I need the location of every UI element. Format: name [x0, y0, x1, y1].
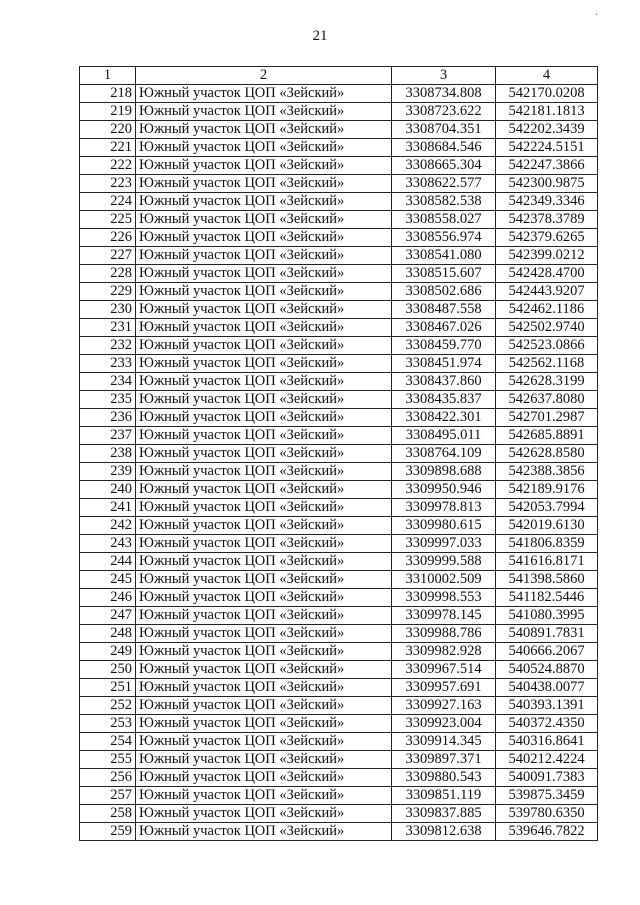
scan-mark: ·	[595, 10, 599, 21]
coordinate-y-cell: 541616.8171	[496, 553, 598, 571]
point-number-cell: 232	[80, 337, 136, 355]
table-row	[80, 211, 598, 229]
coordinate-y-cell: 542685.8891	[496, 427, 598, 445]
coordinate-x-cell: 3309923.004	[392, 715, 496, 733]
area-name-cell: Южный участок ЦОП «Зейский»	[136, 481, 392, 499]
table-row	[80, 337, 598, 355]
table-row	[80, 697, 598, 715]
column-header-name: 2	[136, 67, 392, 85]
coordinate-x-cell: 3308541.080	[392, 247, 496, 265]
area-name-cell: Южный участок ЦОП «Зейский»	[136, 409, 392, 427]
coordinate-y-cell: 542399.0212	[496, 247, 598, 265]
table-row	[80, 229, 598, 247]
coordinate-x-cell: 3309998.553	[392, 589, 496, 607]
coordinates-table	[79, 66, 598, 841]
coordinate-x-cell: 3308502.686	[392, 283, 496, 301]
coordinate-y-cell: 542202.3439	[496, 121, 598, 139]
point-number-cell: 247	[80, 607, 136, 625]
table-row	[80, 193, 598, 211]
coordinate-y-cell: 542562.1168	[496, 355, 598, 373]
point-number-cell: 220	[80, 121, 136, 139]
coordinate-x-cell: 3309978.145	[392, 607, 496, 625]
area-name-cell: Южный участок ЦОП «Зейский»	[136, 715, 392, 733]
area-name-cell: Южный участок ЦОП «Зейский»	[136, 355, 392, 373]
coordinate-x-cell: 3309898.688	[392, 463, 496, 481]
coordinate-x-cell: 3308665.304	[392, 157, 496, 175]
point-number-cell: 236	[80, 409, 136, 427]
coordinate-x-cell: 3308495.011	[392, 427, 496, 445]
coordinate-x-cell: 3309978.813	[392, 499, 496, 517]
table-row	[80, 121, 598, 139]
point-number-cell: 256	[80, 769, 136, 787]
table-row	[80, 805, 598, 823]
area-name-cell: Южный участок ЦОП «Зейский»	[136, 247, 392, 265]
area-name-cell: Южный участок ЦОП «Зейский»	[136, 517, 392, 535]
point-number-cell: 223	[80, 175, 136, 193]
area-name-cell: Южный участок ЦОП «Зейский»	[136, 751, 392, 769]
area-name-cell: Южный участок ЦОП «Зейский»	[136, 427, 392, 445]
point-number-cell: 221	[80, 139, 136, 157]
area-name-cell: Южный участок ЦОП «Зейский»	[136, 229, 392, 247]
coordinate-x-cell: 3308459.770	[392, 337, 496, 355]
point-number-cell: 243	[80, 535, 136, 553]
coordinate-x-cell: 3309967.514	[392, 661, 496, 679]
coordinate-x-cell: 3308764.109	[392, 445, 496, 463]
table-row	[80, 103, 598, 121]
table-row	[80, 409, 598, 427]
coordinate-x-cell: 3309837.885	[392, 805, 496, 823]
coordinate-x-cell: 3308582.538	[392, 193, 496, 211]
coordinate-x-cell: 3309914.345	[392, 733, 496, 751]
area-name-cell: Южный участок ЦОП «Зейский»	[136, 265, 392, 283]
area-name-cell: Южный участок ЦОП «Зейский»	[136, 805, 392, 823]
area-name-cell: Южный участок ЦОП «Зейский»	[136, 625, 392, 643]
area-name-cell: Южный участок ЦОП «Зейский»	[136, 175, 392, 193]
table-row	[80, 265, 598, 283]
coordinate-y-cell: 542379.6265	[496, 229, 598, 247]
table-row	[80, 463, 598, 481]
point-number-cell: 238	[80, 445, 136, 463]
coordinate-y-cell: 539875.3459	[496, 787, 598, 805]
table-row	[80, 175, 598, 193]
area-name-cell: Южный участок ЦОП «Зейский»	[136, 283, 392, 301]
point-number-cell: 258	[80, 805, 136, 823]
coordinate-y-cell: 540438.0077	[496, 679, 598, 697]
coordinate-y-cell: 542388.3856	[496, 463, 598, 481]
area-name-cell: Южный участок ЦОП «Зейский»	[136, 679, 392, 697]
area-name-cell: Южный участок ЦОП «Зейский»	[136, 391, 392, 409]
coordinate-x-cell: 3308515.607	[392, 265, 496, 283]
coordinate-y-cell: 542224.5151	[496, 139, 598, 157]
table-row	[80, 319, 598, 337]
area-name-cell: Южный участок ЦОП «Зейский»	[136, 211, 392, 229]
coordinate-y-cell: 542170.0208	[496, 85, 598, 103]
coordinate-x-cell: 3309988.786	[392, 625, 496, 643]
coordinate-y-cell: 542443.9207	[496, 283, 598, 301]
area-name-cell: Южный участок ЦОП «Зейский»	[136, 571, 392, 589]
coordinate-y-cell: 542628.8580	[496, 445, 598, 463]
coordinate-y-cell: 542349.3346	[496, 193, 598, 211]
area-name-cell: Южный участок ЦОП «Зейский»	[136, 697, 392, 715]
point-number-cell: 248	[80, 625, 136, 643]
table-row	[80, 661, 598, 679]
point-number-cell: 241	[80, 499, 136, 517]
coordinate-x-cell: 3309950.946	[392, 481, 496, 499]
table-row	[80, 373, 598, 391]
coordinate-y-cell: 539780.6350	[496, 805, 598, 823]
coordinate-x-cell: 3309982.928	[392, 643, 496, 661]
point-number-cell: 229	[80, 283, 136, 301]
area-name-cell: Южный участок ЦОП «Зейский»	[136, 787, 392, 805]
area-name-cell: Южный участок ЦОП «Зейский»	[136, 121, 392, 139]
coordinate-x-cell: 3308422.301	[392, 409, 496, 427]
area-name-cell: Южный участок ЦОП «Зейский»	[136, 337, 392, 355]
table-row	[80, 607, 598, 625]
coordinate-x-cell: 3308437.860	[392, 373, 496, 391]
coordinate-y-cell: 542701.2987	[496, 409, 598, 427]
area-name-cell: Южный участок ЦОП «Зейский»	[136, 319, 392, 337]
table-header-row	[80, 67, 598, 85]
coordinate-x-cell: 3308734.808	[392, 85, 496, 103]
point-number-cell: 231	[80, 319, 136, 337]
point-number-cell: 230	[80, 301, 136, 319]
point-number-cell: 251	[80, 679, 136, 697]
coordinate-x-cell: 3308723.622	[392, 103, 496, 121]
column-header-number: 1	[80, 67, 136, 85]
coordinate-x-cell: 3308684.546	[392, 139, 496, 157]
point-number-cell: 240	[80, 481, 136, 499]
point-number-cell: 259	[80, 823, 136, 841]
coordinate-x-cell: 3308451.974	[392, 355, 496, 373]
area-name-cell: Южный участок ЦОП «Зейский»	[136, 445, 392, 463]
coordinate-y-cell: 542428.4700	[496, 265, 598, 283]
table-row	[80, 625, 598, 643]
point-number-cell: 253	[80, 715, 136, 733]
area-name-cell: Южный участок ЦОП «Зейский»	[136, 193, 392, 211]
table-row	[80, 751, 598, 769]
point-number-cell: 228	[80, 265, 136, 283]
page-number: 21	[312, 28, 328, 44]
area-name-cell: Южный участок ЦОП «Зейский»	[136, 139, 392, 157]
area-name-cell: Южный участок ЦОП «Зейский»	[136, 823, 392, 841]
table-row	[80, 247, 598, 265]
coordinate-x-cell: 3309851.119	[392, 787, 496, 805]
table-row	[80, 427, 598, 445]
point-number-cell: 226	[80, 229, 136, 247]
coordinate-x-cell: 3308435.837	[392, 391, 496, 409]
coordinate-y-cell: 541398.5860	[496, 571, 598, 589]
coordinate-x-cell: 3308487.558	[392, 301, 496, 319]
point-number-cell: 245	[80, 571, 136, 589]
point-number-cell: 246	[80, 589, 136, 607]
area-name-cell: Южный участок ЦОП «Зейский»	[136, 589, 392, 607]
point-number-cell: 239	[80, 463, 136, 481]
area-name-cell: Южный участок ЦОП «Зейский»	[136, 103, 392, 121]
area-name-cell: Южный участок ЦОП «Зейский»	[136, 733, 392, 751]
coordinate-x-cell: 3309812.638	[392, 823, 496, 841]
coordinate-x-cell: 3309957.691	[392, 679, 496, 697]
point-number-cell: 219	[80, 103, 136, 121]
table-row	[80, 823, 598, 841]
coordinate-y-cell: 542247.3866	[496, 157, 598, 175]
area-name-cell: Южный участок ЦОП «Зейский»	[136, 661, 392, 679]
point-number-cell: 252	[80, 697, 136, 715]
coordinate-y-cell: 539646.7822	[496, 823, 598, 841]
area-name-cell: Южный участок ЦОП «Зейский»	[136, 769, 392, 787]
coordinate-y-cell: 540666.2067	[496, 643, 598, 661]
point-number-cell: 218	[80, 85, 136, 103]
point-number-cell: 237	[80, 427, 136, 445]
coordinate-y-cell: 541182.5446	[496, 589, 598, 607]
table-row	[80, 391, 598, 409]
table-row	[80, 679, 598, 697]
table-row	[80, 283, 598, 301]
table-row	[80, 517, 598, 535]
point-number-cell: 227	[80, 247, 136, 265]
area-name-cell: Южный участок ЦОП «Зейский»	[136, 643, 392, 661]
coordinate-x-cell: 3309927.163	[392, 697, 496, 715]
coordinate-x-cell: 3310002.509	[392, 571, 496, 589]
coordinate-y-cell: 542502.9740	[496, 319, 598, 337]
area-name-cell: Южный участок ЦОП «Зейский»	[136, 535, 392, 553]
coordinate-y-cell: 540891.7831	[496, 625, 598, 643]
column-header-x: 3	[392, 67, 496, 85]
table-row	[80, 139, 598, 157]
coordinate-y-cell: 542523.0866	[496, 337, 598, 355]
coordinate-x-cell: 3308704.351	[392, 121, 496, 139]
column-header-y: 4	[496, 67, 598, 85]
coordinate-y-cell: 541080.3995	[496, 607, 598, 625]
table-row	[80, 769, 598, 787]
table-row	[80, 355, 598, 373]
area-name-cell: Южный участок ЦОП «Зейский»	[136, 607, 392, 625]
coordinate-y-cell: 542181.1813	[496, 103, 598, 121]
point-number-cell: 233	[80, 355, 136, 373]
point-number-cell: 225	[80, 211, 136, 229]
point-number-cell: 249	[80, 643, 136, 661]
area-name-cell: Южный участок ЦОП «Зейский»	[136, 373, 392, 391]
area-name-cell: Южный участок ЦОП «Зейский»	[136, 463, 392, 481]
table-row	[80, 301, 598, 319]
coordinate-y-cell: 540316.8641	[496, 733, 598, 751]
area-name-cell: Южный участок ЦОП «Зейский»	[136, 301, 392, 319]
area-name-cell: Южный участок ЦОП «Зейский»	[136, 553, 392, 571]
coordinate-y-cell: 542019.6130	[496, 517, 598, 535]
table-row	[80, 787, 598, 805]
point-number-cell: 222	[80, 157, 136, 175]
coordinate-y-cell: 542628.3199	[496, 373, 598, 391]
coordinate-y-cell: 540091.7383	[496, 769, 598, 787]
coordinate-x-cell: 3309980.615	[392, 517, 496, 535]
table-row	[80, 481, 598, 499]
coordinate-y-cell: 541806.8359	[496, 535, 598, 553]
coordinate-y-cell: 540524.8870	[496, 661, 598, 679]
area-name-cell: Южный участок ЦОП «Зейский»	[136, 499, 392, 517]
table-row	[80, 715, 598, 733]
coordinate-y-cell: 540372.4350	[496, 715, 598, 733]
table-row	[80, 589, 598, 607]
table-row	[80, 445, 598, 463]
table-row	[80, 571, 598, 589]
point-number-cell: 242	[80, 517, 136, 535]
point-number-cell: 235	[80, 391, 136, 409]
table-row	[80, 535, 598, 553]
point-number-cell: 224	[80, 193, 136, 211]
area-name-cell: Южный участок ЦОП «Зейский»	[136, 157, 392, 175]
table-row	[80, 157, 598, 175]
coordinate-x-cell: 3308467.026	[392, 319, 496, 337]
coordinate-x-cell: 3308622.577	[392, 175, 496, 193]
point-number-cell: 250	[80, 661, 136, 679]
coordinate-y-cell: 542053.7994	[496, 499, 598, 517]
table-row	[80, 499, 598, 517]
point-number-cell: 257	[80, 787, 136, 805]
point-number-cell: 255	[80, 751, 136, 769]
coordinate-x-cell: 3309880.543	[392, 769, 496, 787]
coordinate-y-cell: 542378.3789	[496, 211, 598, 229]
point-number-cell: 254	[80, 733, 136, 751]
table-row	[80, 643, 598, 661]
coordinate-x-cell: 3308556.974	[392, 229, 496, 247]
coordinate-x-cell: 3309999.588	[392, 553, 496, 571]
table-row	[80, 733, 598, 751]
point-number-cell: 234	[80, 373, 136, 391]
table-row	[80, 553, 598, 571]
coordinate-x-cell: 3308558.027	[392, 211, 496, 229]
area-name-cell: Южный участок ЦОП «Зейский»	[136, 85, 392, 103]
coordinate-x-cell: 3309897.371	[392, 751, 496, 769]
coordinate-y-cell: 540212.4224	[496, 751, 598, 769]
table-row	[80, 85, 598, 103]
point-number-cell: 244	[80, 553, 136, 571]
coordinate-y-cell: 542300.9875	[496, 175, 598, 193]
coordinate-y-cell: 540393.1391	[496, 697, 598, 715]
table-body	[80, 85, 598, 841]
coordinate-y-cell: 542462.1186	[496, 301, 598, 319]
coordinate-y-cell: 542189.9176	[496, 481, 598, 499]
coordinate-x-cell: 3309997.033	[392, 535, 496, 553]
coordinate-y-cell: 542637.8080	[496, 391, 598, 409]
